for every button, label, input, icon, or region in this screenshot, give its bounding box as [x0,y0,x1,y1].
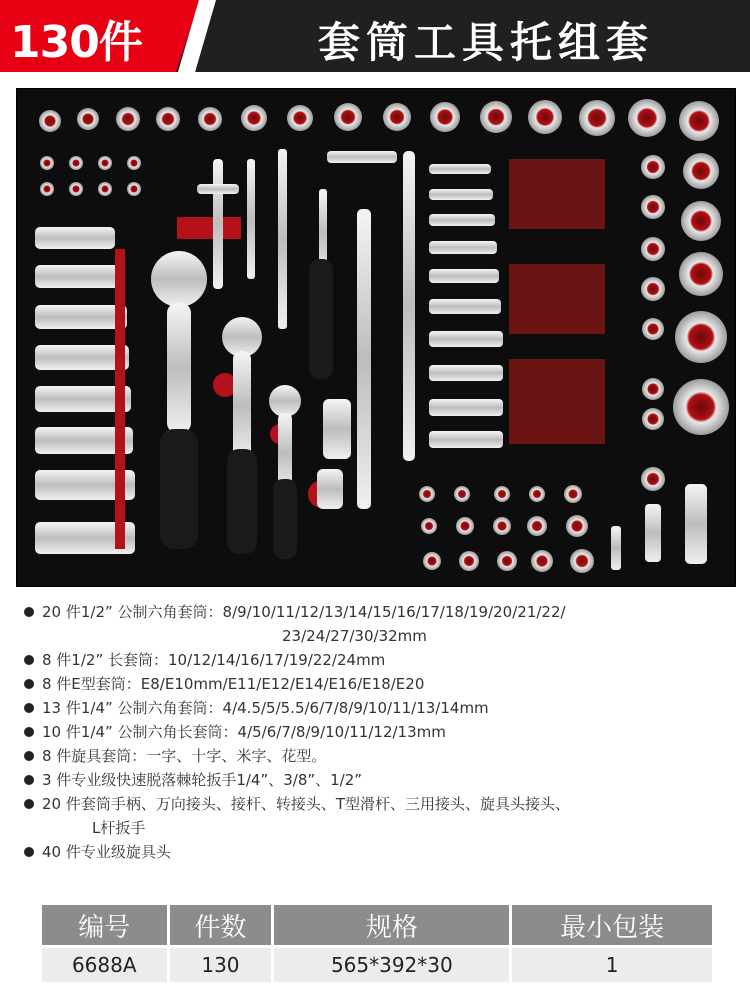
bullet-icon [24,775,34,785]
bullet-icon [24,751,34,761]
spec-item: 3 件专业级快速脱落棘轮扳手1/4”、3/8”、1/2” [22,768,742,792]
bullet-icon [24,799,34,809]
spec-table [42,905,712,982]
small-sockets [40,156,141,196]
header-bar [0,0,750,72]
bullet-icon [24,847,34,857]
cell-min-pack: 1 [511,947,712,983]
mid-long-sockets [429,164,503,448]
bullet-icon [24,727,34,737]
header-quantity: 件数 [168,905,273,947]
cell-quantity: 130 [168,947,273,983]
universal-joints [611,484,707,570]
tool-tray-illustration [17,89,735,586]
cell-size: 565*392*30 [273,947,511,983]
spec-item: 13 件1/4” 公制六角套筒：4/4.5/5/5.5/6/7/8/9/10/11/13/14mm [22,696,742,720]
spec-list [22,600,742,864]
bit-set [509,159,605,444]
bottom-sockets [419,485,594,573]
red-foam-accents [115,217,336,549]
spec-item: 10 件1/4” 公制六角长套筒：4/5/6/7/8/9/10/11/12/13mm [22,720,742,744]
bullet-icon [24,607,34,617]
spec-item: 20 件套筒手柄、万向接头、接杆、转接头、T型滑杆、三用接头、旋具头接头、 L杆扳手 [22,792,742,840]
top-socket-row [39,99,719,141]
table-header-row [42,905,712,947]
header-min-pack: 最小包装 [511,905,712,947]
page-title: 套筒工具托组套 [317,18,654,67]
header-size: 规格 [273,905,511,947]
spec-item: 8 件E型套筒：E8/E10mm/E11/E12/E14/E16/E18/E20 [22,672,742,696]
spec-item: 20 件1/2” 公制六角套筒：8/9/10/11/12/13/14/15/16/17/18/19/20/21/22/ 23/24/27/30/32mm [22,600,742,648]
screwdriver-handle [309,259,333,379]
header-code: 编号 [42,905,168,947]
count-badge-text: 130件 [10,17,142,68]
bullet-icon [24,655,34,665]
right-sockets [641,153,729,491]
spec-item: 40 件专业级旋具头 [22,840,742,864]
spec-item: 8 件旋具套筒：一字、十字、米字、花型。 [22,744,742,768]
cell-code: 6688A [42,947,168,983]
tool-tray-photo [16,88,736,587]
table-row [42,947,712,983]
spec-item: 8 件1/2” 长套筒：10/12/14/16/17/19/22/24mm [22,648,742,672]
bullet-icon [24,703,34,713]
bullet-icon [24,679,34,689]
